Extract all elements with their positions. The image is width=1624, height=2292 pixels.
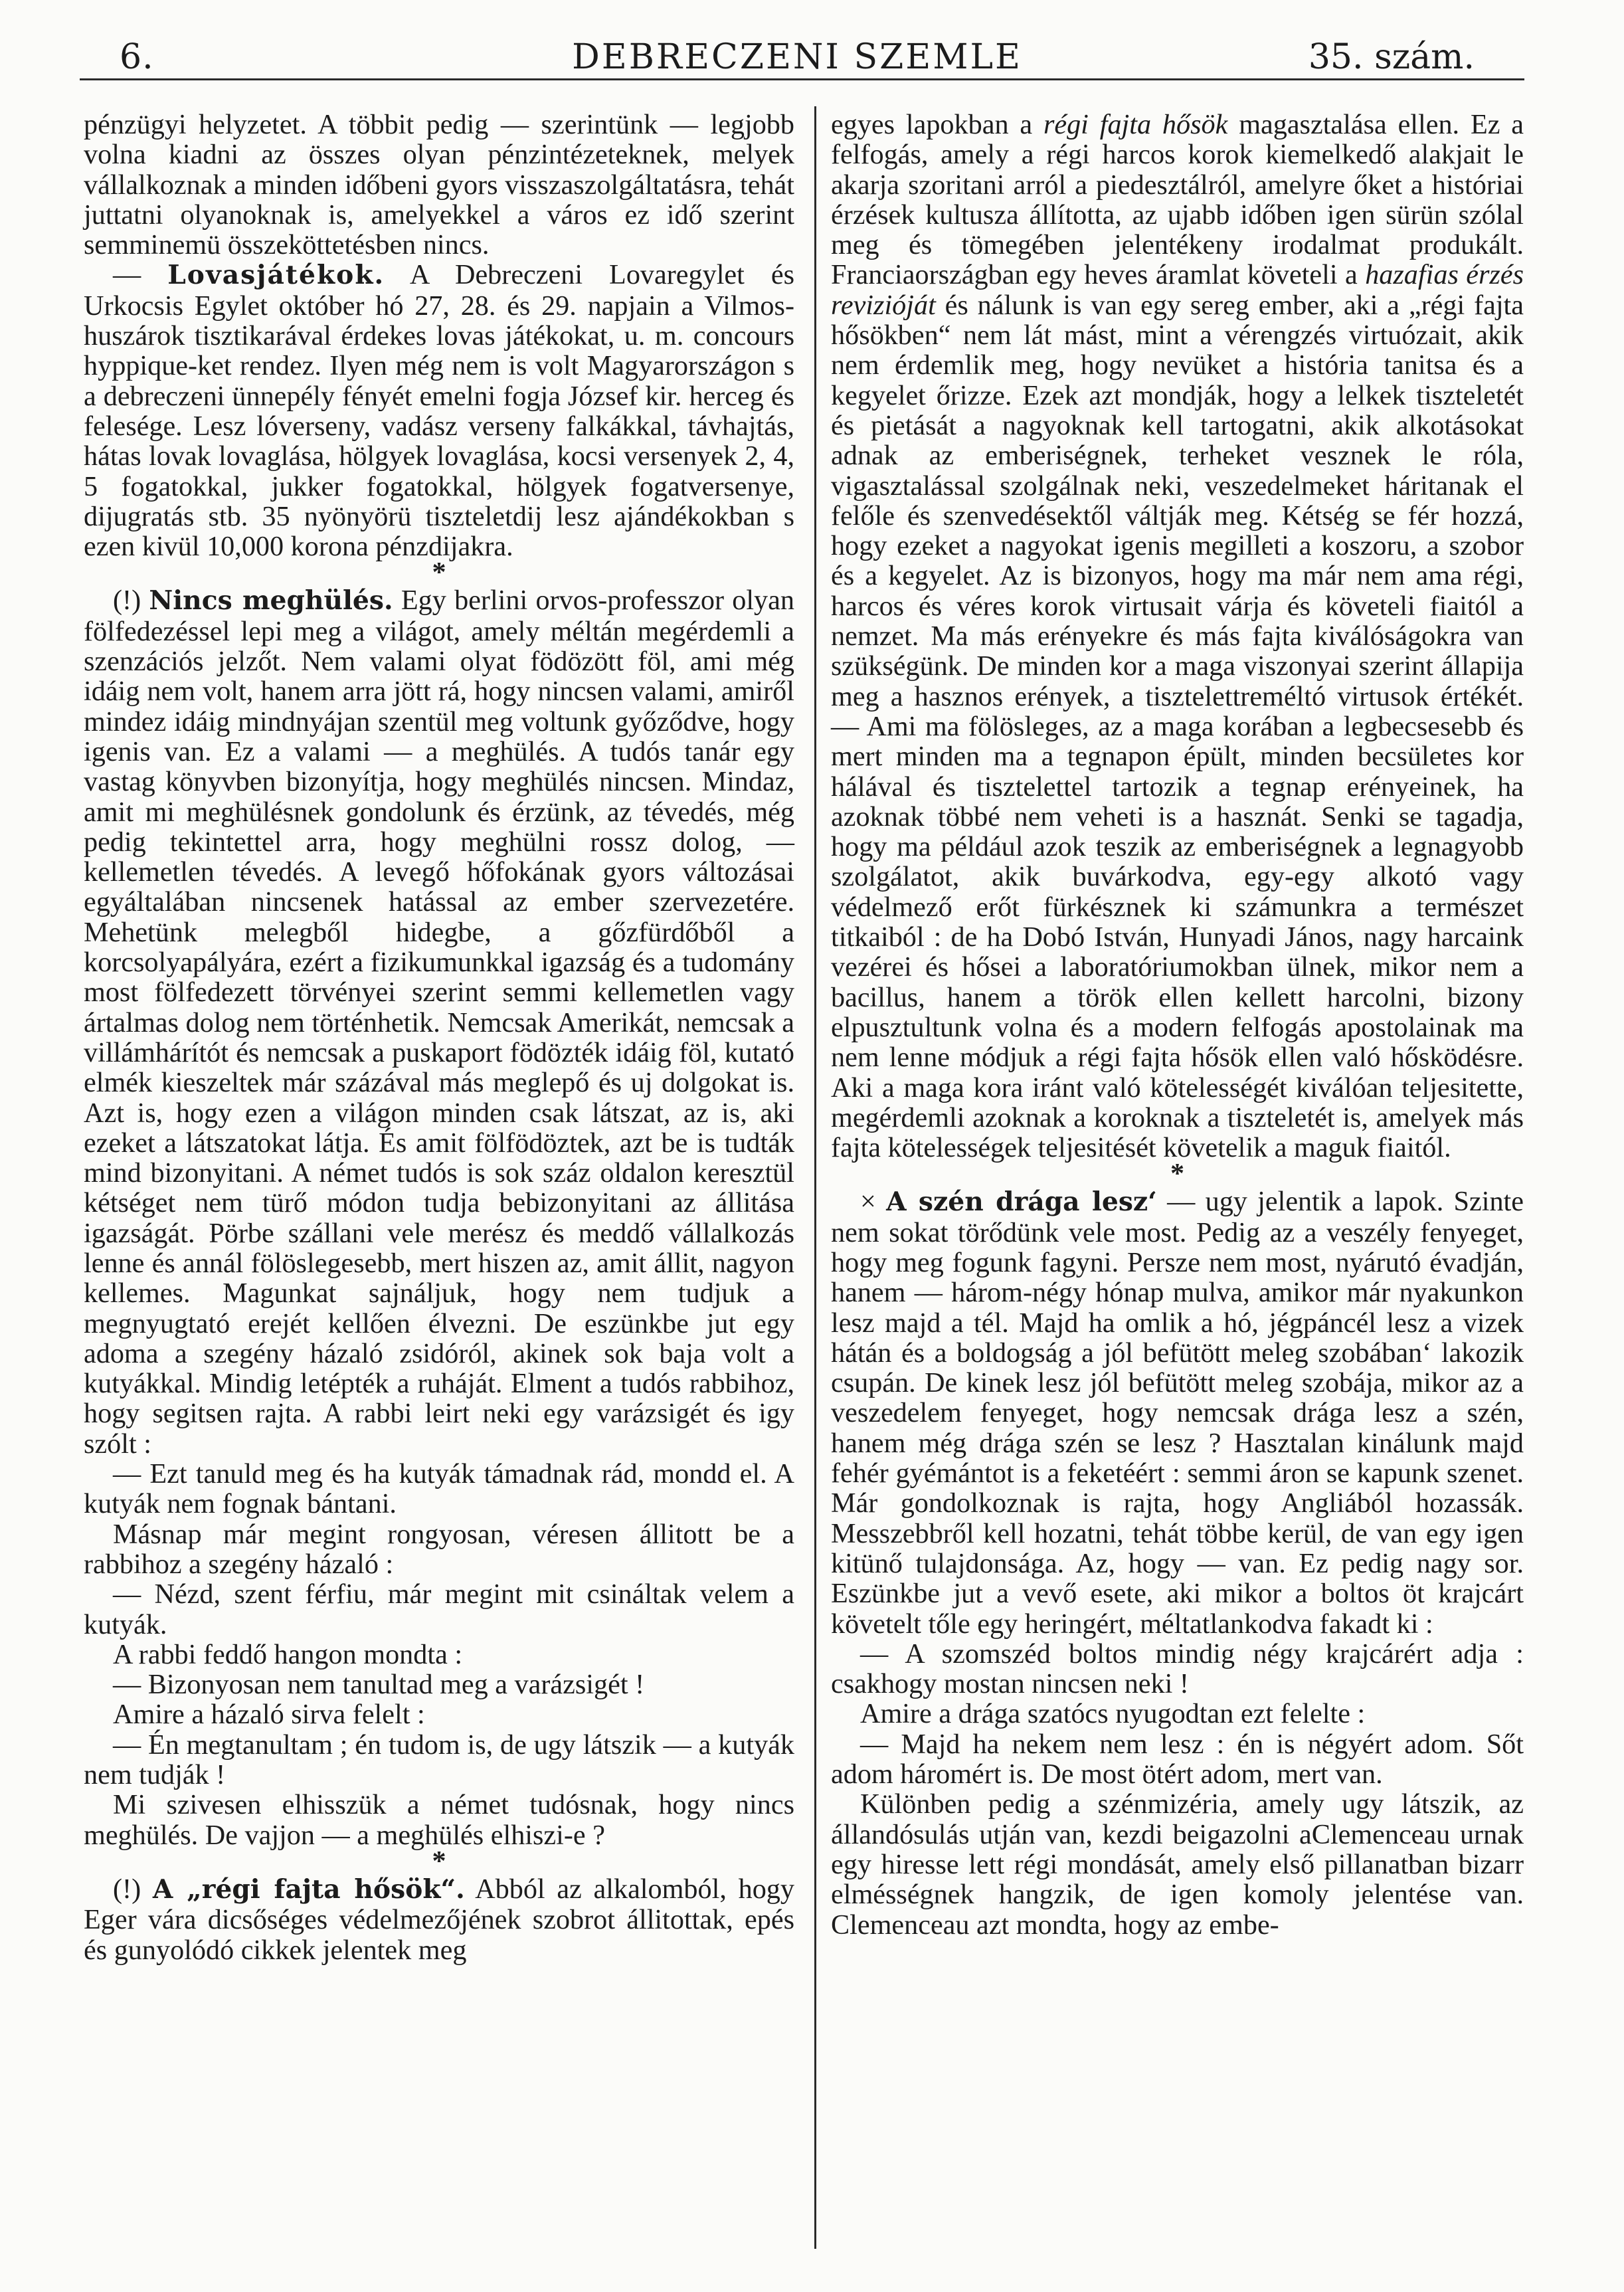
article-prefix: — [113,259,168,291]
article-title-no-cold: Nincs meghülés. [149,585,393,617]
article-prefix: (!) [113,585,149,617]
section-separator: * [1170,1158,1185,1190]
article-body-coal: — ugy jelentik a lapok. Szinte nem sokat törődünk vele most. Pedig az a veszély fenyeget, hogy meg fogunk fagyni. Persze nem most, nyárutó évadján, hanem — három-négy hónap mulva, amikor már nyakunkon lesz majd a tél. Majd ha omlik a hó, jégpáncél lesz a vizek hátán és a boldogság a jól befütött meleg szobában‘ lakozik csupán. De kinek lesz jól befütött meleg szobája, mikor az a veszedelem fenyeget, hogy nemcsak drága lesz a szén, hanem még drága szén se lesz ? Hasztalan kinálunk majd fehér gyémántot is a feketéért : semmi áron se kapunk szenet. Már gondolkoznak is rajta, hogy Angliából hozassák. Messzebbről kell hozatni, tehát többe kerül, de van egy igen kitünő tulajdonsága. Az, hogy — van. Ez pedig nagy sor. Eszünkbe jut a vevő esete, aki mikor a boltos öt krajcárt követelt tőle egy heringért, méltatlankodva fakadt ki : [831,1186,1524,1640]
column-divider [814,106,816,2249]
dialogue-line: — Majd ha nekem nem lesz : én is négyért adom. Sőt adom háromért is. De most ötért adom, mert van. [831,1728,1524,1790]
dialogue-line: Mi szivesen elhisszük a német tudósnak, hogy nincs meghülés. De vajjon — a meghülés elhiszi-e ? [84,1789,794,1851]
dialogue-line: — Én megtanultam ; én tudom is, de ugy látszik — a kutyák nem tudják ! [84,1729,794,1791]
article-no-cold [84,585,794,1459]
header-rule [80,78,1524,80]
text-run: egyes lapokban a [831,109,1043,140]
paragraph-coal-misery: Különben pedig a szénmizéria, amely ugy látszik, az állandósulás utján van, kezdi beigazolni aClemenceau urnak egy hiresse lett régi mondását, amely első pillanatban bizarr elmésségnek hangzik, de igen komoly jelentése van. Clemenceau azt mondta, hogy az embe- [831,1788,1524,1941]
article-title-coal: A szén drága lesz‘ [886,1187,1157,1218]
article-title-old-heroes: A „régi fajta hősök“. [152,1873,465,1905]
italic-phrase: hazafias érzés revizióját [831,259,1524,321]
page-header [80,32,1514,85]
paragraph-financial: pénzügyi helyzetet. A többit pedig — szerintünk — legjobb volna kiadni az összes olyan pénzintézeteknek, melyek vállalkoznak a minden időbeni gyors visszaszolgáltatásra, tehát juttatni olyanoknak is, amelyekkel a város ez idő szerint semminemü összeköttetésben nincs. [84,109,794,261]
article-body-old-heroes: Abból az alkalomból, hogy Eger vára dicsőséges védelmezőjének szobrot állitottak, epés és gunyolódó cikkek jelentek meg [84,1873,794,1966]
article-title-horse-games: Lovasjátékok. [167,260,385,291]
dialogue-line: — Nézd, szent férfiu, már megint mit csináltak velem a kutyák. [84,1578,794,1640]
dialogue-line: — Ezt tanuld meg és ha kutyák támadnak rád, mondd el. A kutyák nem fognak bántani. [84,1458,794,1520]
text-run: és nálunk is van egy sereg ember, aki a „régi fajta hősökben“ nem lát mást, mint a vérengzés virtuózait, akik nem érdemlik meg, hogy nevüket a história tanitsa és a kegyelet őrizze. Ezek azt mondják, hogy a lelkek tiszteletét és pietását a nagyoknak kell tartogatni, akik alkotásokat adnak az emberiségnek, terheket vesznek le róla, vigasztalással szolgálnak neki, veszedelmeket háritanak el felőle és szenvedésektől váltják meg. Kétség se fér hozzá, hogy ezeket a nagyokat igenis megilleti a koszoru, a szobor és a kegyelet. Az is bizonyos, hogy ma már nem ama régi, harcos és véres korok virtusait várja és követeli fiaitól a nemzet. Ma más erényekre és más fajta kiválóságokra van szükségünk. De minden kor a maga viszonyai szerint állapija meg a hasznos erények, a tisztelettreméltó virtusok értékét. — Ami ma fölösleges, az a maga korában a legbecsesebb és mert minden ma a tegnapon épült, minden becsületes kor hálával és tisztelettel tartozik a tegnap erényeinek, ha azoknak többé nem veheti is a hasznát. Senki se tagadja, hogy ma például azok teszik az emberiségnek a legnagyobb szolgálatot, akik buvárkodva, egy-egy alkotó vagy védelmező erőt fürkésznek ki számunkra a természet titkaiból : de ha Dobó István, Hunyadi János, nagy harcaink vezérei és hősei a laboratóriumokban ülnek, mikor nem a bacillus, hanem a török ellen kellett harcolni, bizony elpusztultunk volna és a modern felfogás apostolainak ma nem lenne módjuk a régi fajta hősök ellen való hősködésre. Aki a maga kora iránt való kötelességét kiválóan teljesitette, megérdemli azoknak a koroknak a tiszteletét is, amelyek más fajta kötelességek teljesitését követelik a maguk fiaitól. [831,289,1524,1164]
section-separator: * [432,557,446,589]
article-body-no-cold: Egy berlini orvos-professzor olyan fölfedezéssel lepi meg a világot, amely méltán megérdemli a szenzációs jelzőt. Nem valami olyat födözött föl, ami még idáig nem volt, hanem arra jött rá, hogy nincsen valami, amiről mindez idáig mindnyájan szentül meg voltunk győződve, hogy igenis van. Ez a valami — a meghülés. A tudós tanár egy vastag könyvben bizonyítja, hogy meghülés nincsen. Mindaz, amit mi meghülésnek gondolunk és érzünk, az tévedés, még pedig tekintettel arra, hogy meghülni rossz dolog, — kellemetlen tévedés. A levegő hőfokának gyors változásai egyáltalában nincsenek hatással az ember szervezetére. Mehetünk melegből hidegbe, a gőzfürdőből a korcsolyapályára, ezért a fizikumunkkal igazság és a tudomány most fölfedezett törvényei szerint semmi kellemetlen vagy ártalmas dolog nem történhetik. Nemcsak Amerikát, nemcsak a villámhárítót és nemcsak a puskaport födözték idáig föl, kutató elmék kieszeltek már százával más meglepő és uj dolgokat is. Azt is, hogy ezen a világon minden csak látszat, az is, aki ezeket a látszatokat látja. És amit fölfödöztek, azt be is tudták mind bizonyitani. A német tudós is sok száz oldalon keresztül kétséget nem türő módon tudja bebizonyitani az állitása igazságát. Pörbe szállani vele merész és meddő vállalkozás lenne és annál fölöslegesebb, mert hiszen az, amit állit, nagyon kellemes. Magunkat sajnáljuk, hogy nem tudjuk a megnyugtató erejét kellően élvezni. De eszünkbe jut egy adoma a szegény házaló zsidóról, akinek sok baja volt a kutyákkal. Mindig letépték a ruháját. Elment a tudós rabbihoz, hogy segitsen rajta. A rabbi leirt neki egy varázsigét és igy szólt : [84,585,794,1460]
article-old-heroes [84,1874,794,1965]
article-prefix: (!) [113,1873,153,1905]
article-prefix: × [860,1186,887,1218]
dialogue-line: Másnap már megint rongyosan, véresen állitott be a rabbihoz a szegény házaló : [84,1518,794,1580]
text-run: magasztalása ellen. Ez a felfogás, amely a régi harcos korok kiemelkedő alakjait le akarja szoritani arról a piedesztálról, amelyre őket a históriai érzések kultusza állította, az ujabb időben igen sürün szólal meg és tömegében jelentékeny irodalmat produkált. Franciaországban egy heves áramlat követeli a [831,109,1524,291]
article-coal [831,1187,1524,1638]
issue-number: 35. szám. [1308,37,1475,77]
page-number: 6. [120,37,154,77]
article-body-horse-games: A Debreczeni Lovaregylet és Urkocsis Egylet október hó 27, 28. és 29. napjain a Vilmos-huszárok tisztikarával érdekes lovas játékokat, u. m. concours hyppique-ket rendez. Ilyen még nem is volt Magyarországon s a debreczeni ünnepély fényét emelni fogja József kir. herceg és felesége. Lesz lóverseny, vadász verseny falkákkal, távhajtás, hátas lovak lovaglása, hölgyek lovaglása, kocsi versenyek 2, 4, 5 fogatokkal, jukker fogatokkal, hölgyek fogatversenye, dijugratás stb. 35 nyönyörü tiszteletdij lesz ajándékokban s ezen kivül 10,000 korona pénzdijakra. [84,259,795,563]
left-column [84,110,794,1965]
article-horse-games [84,260,794,561]
right-column [831,110,1524,1940]
dialogue-line: — Bizonyosan nem tanultad meg a varázsigét ! [113,1669,645,1701]
dialogue-line: — A szomszéd boltos mindig négy krajcárért adja : csakhogy mostan nincsen neki ! [831,1638,1524,1700]
section-separator: * [432,1845,446,1877]
running-title: DEBRECZENI SZEMLE [572,37,1022,77]
dialogue-line: A rabbi feddő hangon mondta : [113,1638,463,1670]
dialogue-line: Amire a drága szatócs nyugodtan ezt felelte : [860,1698,1366,1730]
italic-phrase: régi fajta hősök [1043,109,1228,140]
article-old-heroes-continued [831,110,1524,1163]
dialogue-line: Amire a házaló sirva felelt : [113,1699,425,1731]
